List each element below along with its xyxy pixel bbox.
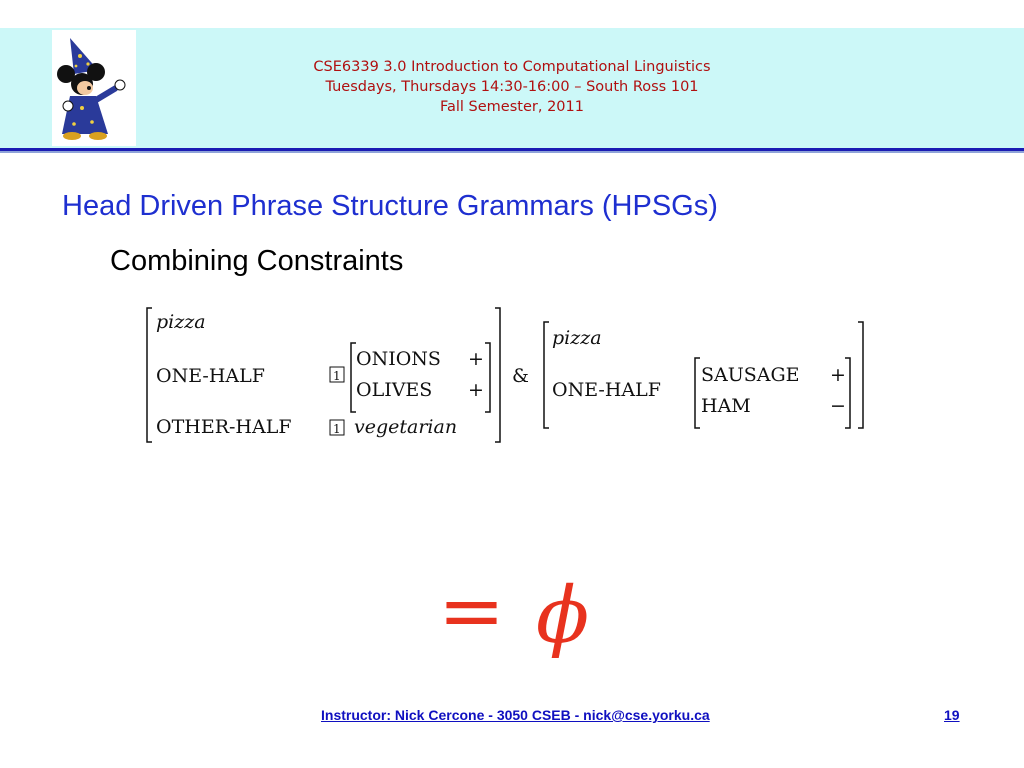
vegetarian-value: vegetarian <box>354 416 458 438</box>
course-title: CSE6339 3.0 Introduction to Computational Linguistics <box>313 59 711 75</box>
slide-subtitle: Combining Constraints <box>110 245 404 277</box>
page-number[interactable]: 19 <box>944 707 960 723</box>
right-inner-bracket-open <box>695 358 700 428</box>
header-divider-shadow <box>0 151 1024 153</box>
right-outer-bracket-open <box>544 322 549 428</box>
right-pizza-type: pizza <box>552 327 602 349</box>
sausage-label: SAUSAGE <box>701 364 800 386</box>
olives-value: + <box>468 379 484 401</box>
wizard-mouse-mascot-icon <box>52 30 136 146</box>
left-other-half-label: OTHER-HALF <box>156 416 292 438</box>
onions-label: ONIONS <box>356 348 441 370</box>
ham-value: − <box>830 395 846 417</box>
slide-title: Head Driven Phrase Structure Grammars (HPSGs) <box>62 190 718 222</box>
left-outer-bracket-close <box>495 308 500 442</box>
left-pizza-type: pizza <box>156 311 206 333</box>
course-info <box>240 57 784 117</box>
right-one-half-label: ONE-HALF <box>552 379 661 401</box>
left-one-half-label: ONE-HALF <box>156 365 265 387</box>
olives-label: OLIVES <box>356 379 433 401</box>
onions-value: + <box>468 348 484 370</box>
unification-operator: & <box>512 365 529 387</box>
right-outer-bracket-close <box>858 322 863 428</box>
result-expression <box>430 560 610 670</box>
ham-label: HAM <box>701 395 751 417</box>
left-inner-bracket-close <box>485 343 490 412</box>
course-semester: Fall Semester, 2011 <box>440 99 584 115</box>
empty-set-symbol: ϕ <box>536 571 590 661</box>
left-outer-bracket-open <box>147 308 152 442</box>
sausage-value: + <box>830 364 846 386</box>
tag-other-half: 1 <box>333 422 341 436</box>
course-schedule: Tuesdays, Thursdays 14:30-16:00 – South Ross 101 <box>325 79 699 95</box>
attribute-value-matrix <box>140 300 880 450</box>
equals-sign: = <box>438 564 506 657</box>
instructor-link[interactable]: Instructor: Nick Cercone - 3050 CSEB - nick@cse.yorku.ca <box>321 707 710 723</box>
tag-one-half: 1 <box>333 369 341 383</box>
